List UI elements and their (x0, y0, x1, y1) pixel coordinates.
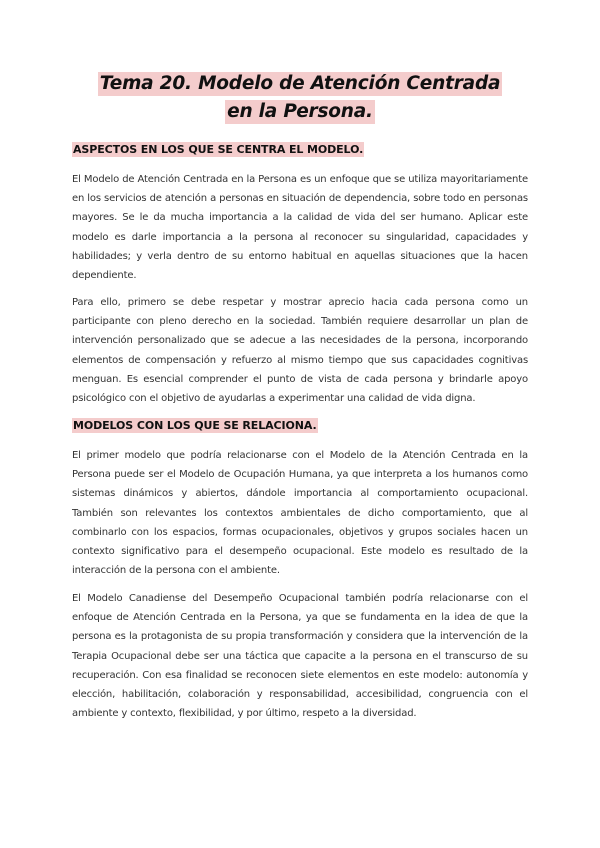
paragraph: Para ello, primero se debe respetar y mostrar aprecio hacia cada persona como un participante con pleno derecho en la sociedad. También requiere desarrollar un plan de intervención personalizado que se adecue a las necesidades de la persona, incorporando elementos de compensación y refuerzo al mismo tiempo que sus capacidades cognitivas menguan. Es esencial comprender el punto de vista de cada persona y brindarle apoyo psicológico con el objetivo de ayudarlas a experimentar una calidad de vida digna. (72, 297, 528, 405)
section-heading-aspectos: ASPECTOS EN LOS QUE SE CENTRA EL MODELO. (73, 143, 364, 156)
section-heading-modelos: MODELOS CON LOS QUE SE RELACIONA. (73, 419, 317, 432)
title-line-1: Tema 20. Modelo de Atención Centrada (99, 73, 501, 94)
paragraph: El primer modelo que podría relacionarse con el Modelo de la Atención Centrada en la Persona puede ser el Modelo de Ocupación Humana, ya que interpreta a los humanos como sistemas dinámicos y abiertos, dándole importancia al comportamiento ocupacional. También son relevantes los contextos ambientales de dicho comportamiento, que al combinarlo con los espacios, formas ocupacionales, objetivos y grupos sociales hacen un contexto significativo para el desempeño ocupacional. Este modelo es resultado de la interacción de la persona con el ambiente. (72, 450, 528, 577)
paragraph: El Modelo Canadiense del Desempeño Ocupacional también podría relacionarse con el enfoque de Atención Centrada en la Persona, ya que se fundamenta en la idea de que la persona es la protagonista de su propia transformación y considera que la intervención de la Terapia Ocupacional debe ser una táctica que capacite a la persona en el transcurso de su recuperación. Con esa finalidad se reconocen siete elementos en este modelo: autonomía y elección, habilitación, colaboración y responsabilidad, accesibilidad, congruencia con el ambiente y contexto, flexibilidad, y por último, respeto a la diversidad. (72, 593, 528, 720)
paragraph: El Modelo de Atención Centrada en la Persona es un enfoque que se utiliza mayoritariamente en los servicios de atención a personas en situación de dependencia, sobre todo en personas mayores. Se le da mucha importancia a la calidad de vida del ser humano. Aplicar este modelo es darle importancia a la persona al reconocer su singularidad, capacidades y habilidades; y verla dentro de su entorno habitual en aquellas situaciones que la hacen dependiente. (72, 174, 528, 282)
page-title (0, 72, 600, 124)
title-line-2: en la Persona. (227, 101, 373, 122)
